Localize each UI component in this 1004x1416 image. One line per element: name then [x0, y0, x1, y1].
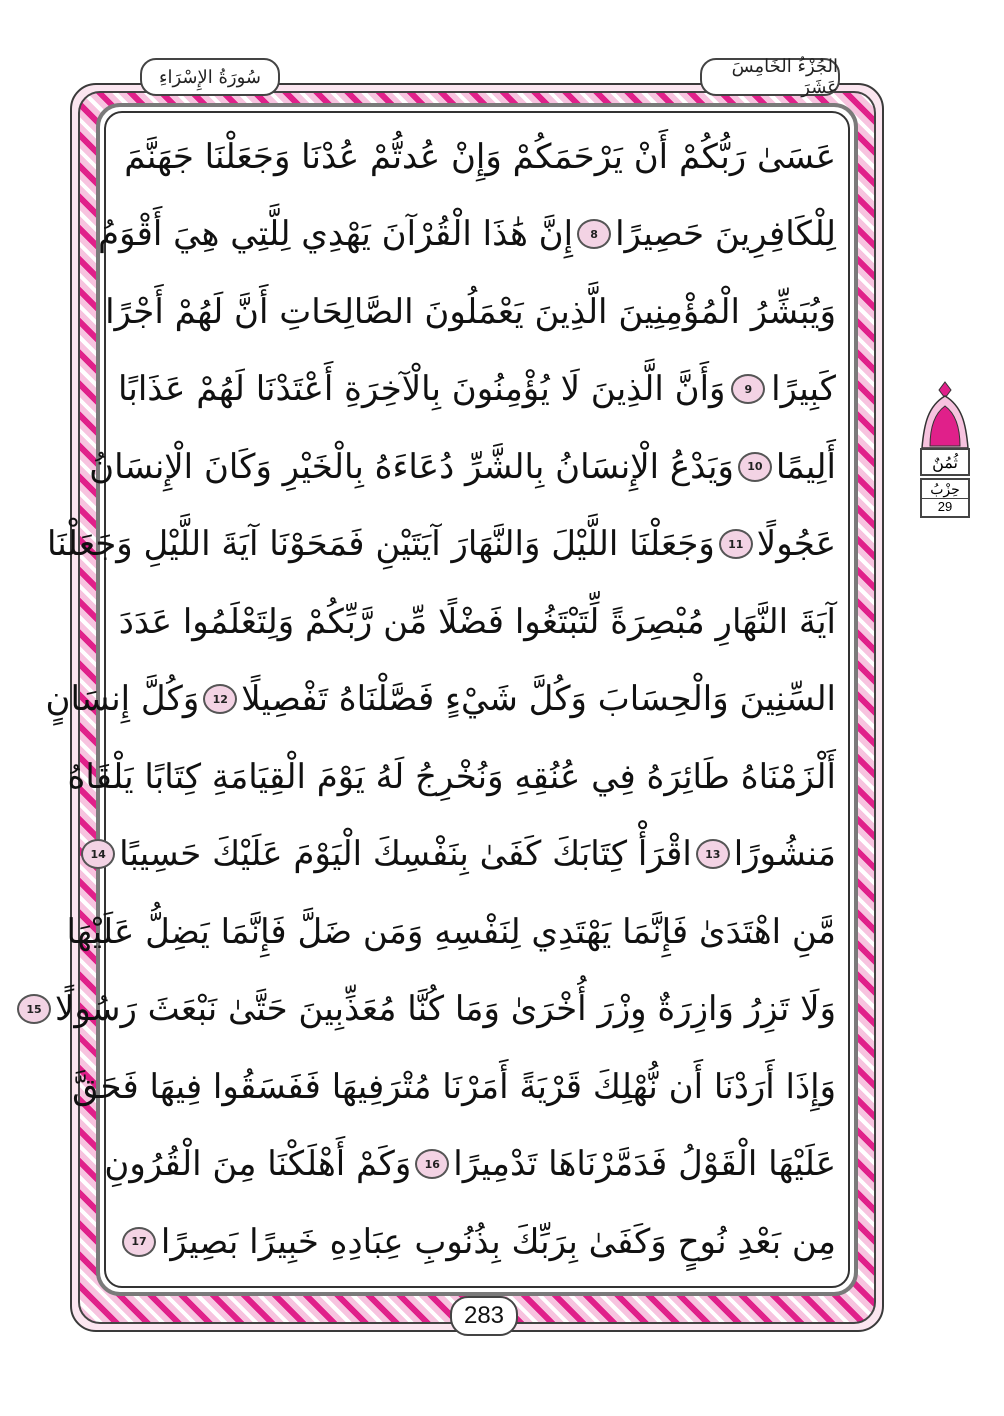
text-line [118, 351, 836, 429]
hizb-marker [918, 380, 972, 520]
line-text: مَّنِ اهْتَدَىٰ فَإِنَّمَا يَهْتَدِي لِنَفْسِهِ وَمَن ضَلَّ فَإِنَّمَا يَضِلُّ عَلَيْهَا [66, 911, 836, 952]
verse-number-marker: 14 [81, 839, 115, 869]
verse-number-marker: 8 [577, 219, 611, 249]
verse-number-marker: 11 [719, 529, 753, 559]
verse-number-marker: 10 [738, 452, 772, 482]
line-text: مِن بَعْدِ نُوحٍ وَكَفَىٰ بِرَبِّكَ بِذُنُوبِ عِبَادِهِ خَبِيرًا بَصِيرًا [160, 1221, 836, 1262]
hizb-label: حِزْبُ [930, 482, 960, 498]
line-text: عَسَىٰ رَبُّكُمْ أَنْ يَرْحَمَكُمْ وَإِنْ عُدتُّمْ عُدْنَا وَجَعَلْنَا جَهَنَّمَ [124, 136, 836, 177]
text-line [46, 506, 836, 584]
line-text: وَكَمْ أَهْلَكْنَا مِنَ الْقُرُونِ [104, 1144, 412, 1185]
surah-label: سُورَةُ الإِسْرَاءِ [140, 58, 280, 96]
line-text: عَلَيْهَا الْقَوْلُ فَدَمَّرْنَاهَا تَدْمِيرًا [453, 1144, 836, 1185]
juz-label: الجُزْءُ الخَامِسَ عَشَرَ [700, 58, 840, 96]
line-text: وَأَنَّ الَّذِينَ لَا يُؤْمِنُونَ بِالْآخِرَةِ أَعْتَدْنَا لَهُمْ عَذَابًا [118, 369, 726, 410]
line-text: وَإِذَا أَرَدْنَا أَن نُّهْلِكَ قَرْيَةً أَمَرْنَا مُتْرَفِيهَا فَفَسَقُوا فِيهَا فَحَقَّ [72, 1066, 836, 1107]
verse-number-marker: 16 [415, 1149, 449, 1179]
line-text: عَجُولًا [756, 524, 836, 565]
text-line [98, 196, 836, 274]
verse-number-marker: 12 [203, 684, 237, 714]
hizb-quarter-label: ثُمُنٌ [920, 448, 970, 476]
text-line [118, 583, 836, 661]
text-line [89, 428, 836, 506]
verse-number-marker: 15 [17, 994, 51, 1024]
text-line [105, 273, 836, 351]
line-text: كَبِيرًا [771, 369, 836, 410]
line-text: وَكُلَّ إِنسَانٍ [45, 679, 200, 720]
line-text: وَجَعَلْنَا اللَّيْلَ وَالنَّهَارَ آيَتَيْنِ فَمَحَوْنَا آيَةَ اللَّيْلِ وَجَعَلْنَا [46, 524, 715, 565]
verse-number-marker: 17 [122, 1227, 156, 1257]
line-text: أَلِيمًا [775, 446, 836, 487]
text-line [118, 118, 836, 196]
line-text: آيَةَ النَّهَارِ مُبْصِرَةً لِّتَبْتَغُوا فَضْلًا مِّن رَّبِّكُمْ وَلِتَعْلَمُوا عَدَدَ [118, 601, 836, 642]
line-text: السِّنِينَ وَالْحِسَابَ وَكُلَّ شَيْءٍ فَصَّلْنَاهُ تَفْصِيلًا [241, 679, 836, 720]
text-line [72, 1048, 836, 1126]
line-text: اقْرَأْ كِتَابَكَ كَفَىٰ بِنَفْسِكَ الْيَوْمَ عَلَيْكَ حَسِيبًا [119, 834, 692, 875]
line-text: وَيُبَشِّرُ الْمُؤْمِنِينَ الَّذِينَ يَعْمَلُونَ الصَّالِحَاتِ أَنَّ لَهُمْ أَجْرًا [105, 291, 836, 332]
text-line [66, 893, 836, 971]
line-text: أَلْزَمْنَاهُ طَائِرَهُ فِي عُنُقِهِ وَنُخْرِجُ لَهُ يَوْمَ الْقِيَامَةِ كِتَابًا يَلْقَاهُ [67, 756, 836, 797]
line-text: وَيَدْعُ الْإِنسَانُ بِالشَّرِّ دُعَاءَهُ بِالْخَيْرِ وَكَانَ الْإِنسَانُ [89, 446, 734, 487]
line-text: وَلَا تَزِرُ وَازِرَةٌ وِزْرَ أُخْرَىٰ وَمَا كُنَّا مُعَذِّبِينَ حَتَّىٰ نَبْعَثَ رَسُولًا [55, 989, 836, 1030]
line-text: لِلْكَافِرِينَ حَصِيرًا [615, 214, 836, 255]
line-text: مَنشُورًا [733, 834, 836, 875]
quran-text [26, 118, 836, 1290]
hizb-number: 29 [922, 498, 968, 514]
line-text: إِنَّ هَٰذَا الْقُرْآنَ يَهْدِي لِلَّتِي هِيَ أَقْوَمُ [98, 214, 574, 255]
text-line [118, 1203, 836, 1281]
verse-number-marker: 9 [731, 374, 765, 404]
text-line [67, 738, 836, 816]
text-line [90, 816, 836, 894]
text-line [45, 661, 836, 739]
text-line [26, 971, 836, 1049]
hizb-number-box [920, 478, 970, 518]
page-number: 283 [450, 1296, 518, 1336]
text-line [104, 1126, 836, 1204]
verse-number-marker: 13 [696, 839, 730, 869]
hizb-ornament-icon [918, 380, 972, 450]
